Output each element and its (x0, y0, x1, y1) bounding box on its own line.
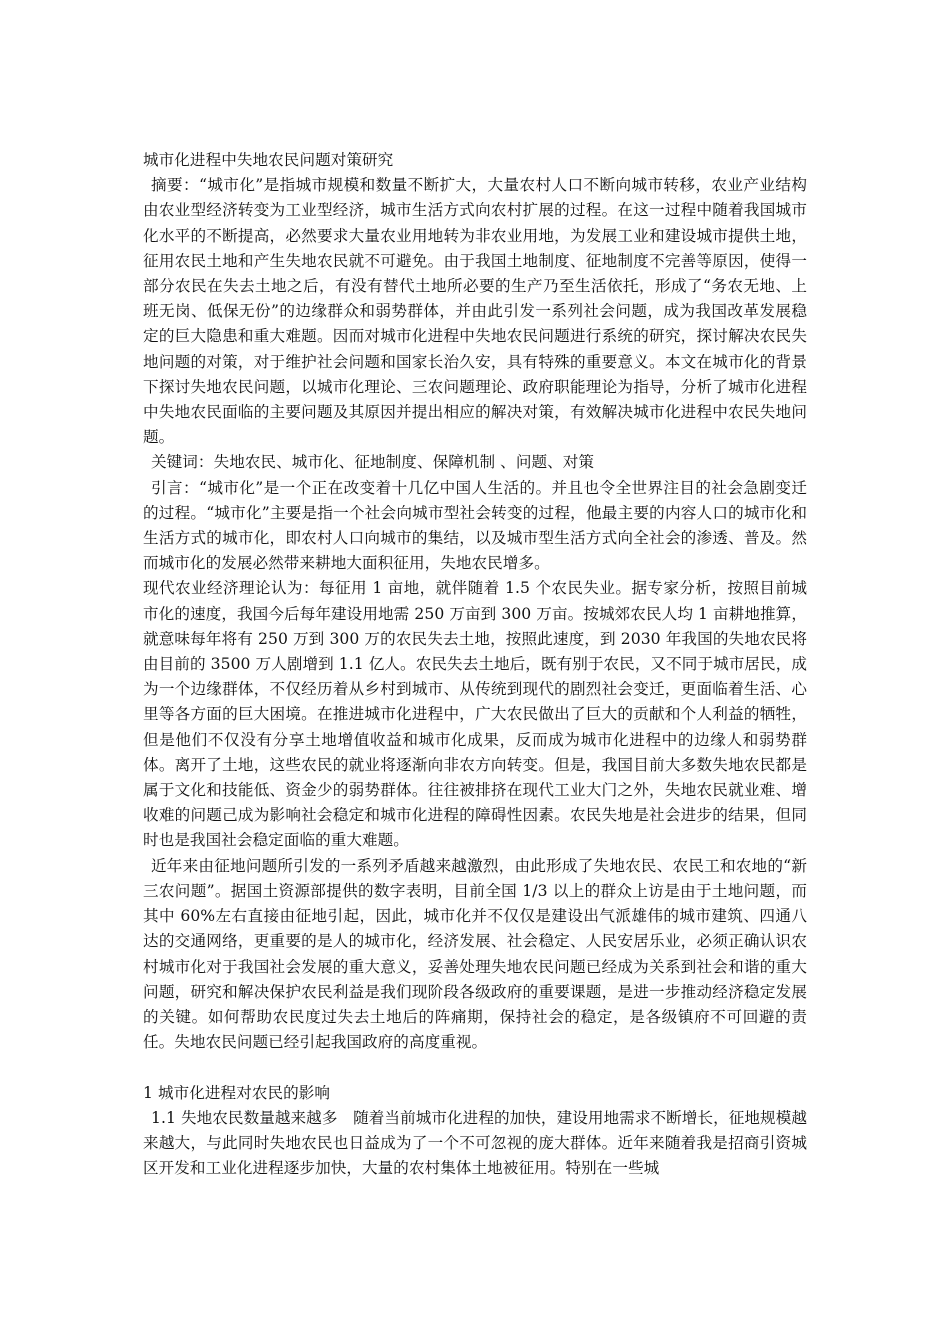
document-title: 城市化进程中失地农民问题对策研究 (143, 151, 394, 169)
paragraph-spacer (143, 1055, 807, 1080)
intro-paragraph: 引言：“城市化”是一个正在改变着十几亿中国人生活的。并且也令全世界注目的社会急剧变迁的过程。“城市化”主要是指一个社会向城市型社会转变的过程，他最主要的内容人口的城市化和生活方式的城市化，即农村人口向城市的集结，以及城市型生活方式向全社会的渗透、普及。然而城市化的发展必然带来耕地大面积征用，失地农民增多。 (143, 478, 807, 573)
keywords-paragraph: 关键词：失地农民、城市化、征地制度、保障机制 、问题、对策 (151, 453, 595, 472)
body-paragraph-1: 现代农业经济理论认为：每征用 1 亩地，就伴随着 1.5 个农民失业。据专家分析，按照目前城市化的速度，我国今后每年建设用地需 250 万亩到 300 万亩。按城郊农民人均 1 亩耕地推算，就意味每年将有 250 万到 300 万的农民失去土地，按照此速度，到 2030 年我国的失地农民将由目前的 3500 万人剧增到 1.1 亿人。农民失去土地后，既有别于农民，又不同于城市居民，成为一个边缘群体，不仅经历着从乡村到城市、从传统到现代的剧烈社会变迁，更面临着生活、心里等各方面的巨大困境。在推进城市化进程中，广大农民做出了巨大的贡献和个人利益的牺牲，但是他们不仅没有分享土地增值收益和城市化成果，反而成为城市化进程中的边缘人和弱势群体。离开了土地，这些农民的就业将逐渐向非农方向转变。但是，我国目前大多数失地农民都是属于文化和技能低、资金少的弱势群体。往往被排挤在现代工业大门之外，失地农民就业难、增收难的问题己成为影响社会稳定和城市化进程的障碍性因素。农民失地是社会进步的结果，但同时也是我国社会稳定面临的重大难题。 (143, 579, 807, 850)
section-1-1-paragraph: 1.1 失地农民数量越来越多 随着当前城市化进程的加快，建设用地需求不断增长，征地规模越来越大，与此同时失地农民也日益成为了一个不可忽视的庞大群体。近年来随着我是招商引资城区开发和工业化进程逐步加快，大量的农村集体土地被征用。特别在一些城 (143, 1108, 807, 1178)
section-1-heading: 1 城市化进程对农民的影响 (143, 1083, 331, 1102)
body-paragraph-2: 近年来由征地问题所引发的一系列矛盾越来越激烈，由此形成了失地农民、农民工和农地的“新三农问题”。据国土资源部提供的数字表明，目前全国 1/3 以上的群众上访是由于土地问题，而其中 60%左右直接由征地引起，因此，城市化并不仅仅是建设出气派雄伟的城市建筑、四通八达的交通网络，更重要的是人的城市化，经济发展、社会稳定、人民安居乐业，必须正确认识农村城市化对于我国社会发展的重大意义，妥善处理失地农民问题已经成为关系到社会和谐的重大问题，研究和解决保护农民利益是我们现阶段各级政府的重要课题，是进一步推动经济稳定发展的关键。如何帮助农民度过失去土地后的阵痛期，保持社会的稳定，是各级镇府不可回避的责任。失地农民问题已经引起我国政府的高度重视。 (143, 856, 807, 1052)
document-body (143, 148, 807, 1181)
abstract-paragraph: 摘要：“城市化”是指城市规模和数量不断扩大，大量农村人口不断向城市转移，农业产业结构由农业型经济转变为工业型经济，城市生活方式向农村扩展的过程。在这一过程中随着我国城市化水平的不断提高，必然要求大量农业用地转为非农业用地，为发展工业和建设城市提供土地，征用农民土地和产生失地农民就不可避免。由于我国土地制度、征地制度不完善等原因，使得一部分农民在失去土地之后，有没有替代土地所必要的生产乃至生活依托，形成了“务农无地、上班无岗、低保无份”的边缘群众和弱势群体，并由此引发一系列社会问题，成为我国改革发展稳定的巨大隐患和重大难题。因而对城市化进程中失地农民问题进行系统的研究，探讨解决农民失地问题的对策，对于维护社会问题和国家长治久安，具有特殊的重要意义。本文在城市化的背景下探讨失地农民问题，以城市化理论、三农问题理论、政府职能理论为指导，分析了城市化进程中失地农民面临的主要问题及其原因并提出相应的解决对策，有效解决城市化进程中农民失地问题。 (143, 176, 807, 447)
